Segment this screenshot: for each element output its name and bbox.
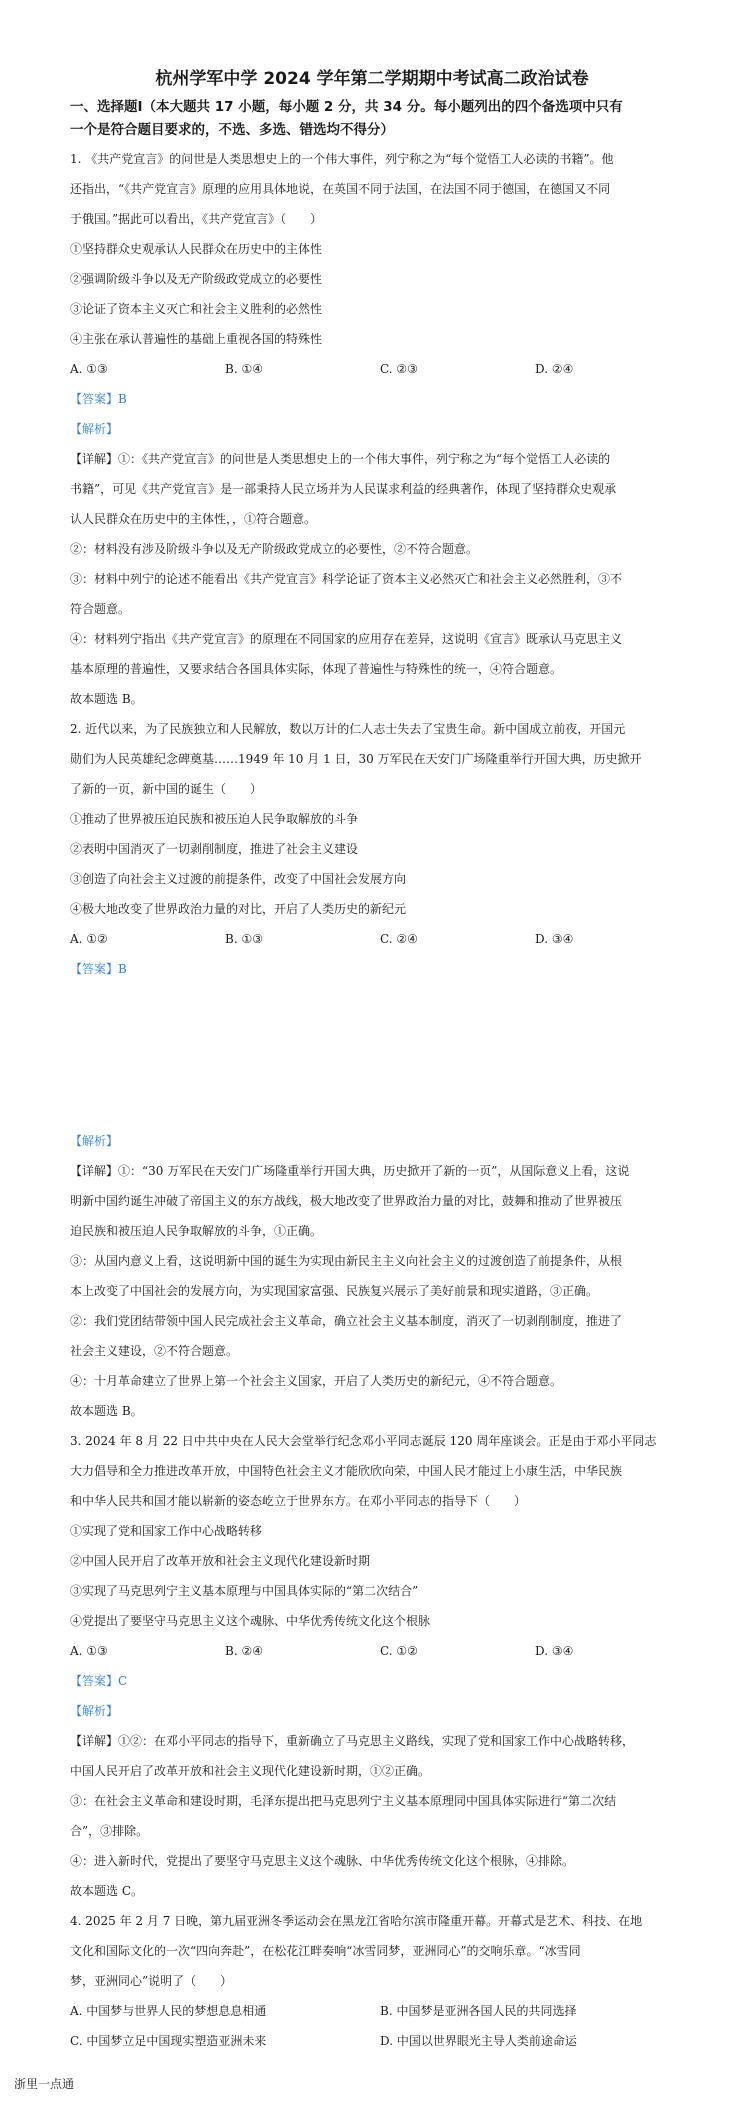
q3-analysis-label: 【解析】 bbox=[70, 1704, 119, 1718]
q3-conclusion: 故本题选 C。 bbox=[70, 1884, 143, 1898]
q4-options-row1 bbox=[70, 2000, 690, 2022]
q3-stem-line3: 和中华人民共和国才能以崭新的姿态屹立于世界东方。在邓小平同志的指导下（ ） bbox=[70, 1494, 527, 1508]
footer-watermark: 浙里一点通 bbox=[14, 2077, 75, 2091]
q4-option-c: C. 中国梦立足中国现实塑造亚洲未来 bbox=[70, 2034, 267, 2048]
q1-options bbox=[70, 358, 690, 380]
q2-detail-line8: ④：十月革命建立了世界上第一个社会主义国家，开启了人类历史的新纪元，④不符合题意。 bbox=[70, 1374, 563, 1388]
q1-detail-line6: 符合题意。 bbox=[70, 602, 131, 616]
q2-stem-line1: 2. 近代以来，为了民族独立和人民解放，数以万计的仁人志士失去了宝贵生命。新中国成立前夜，开国元 bbox=[70, 722, 626, 736]
q1-option-a: A. ①③ bbox=[70, 362, 108, 376]
page-title: 杭州学军中学 2024 学年第二学期期中考试高二政治试卷 bbox=[155, 69, 589, 89]
q2-detail-line1: 【详解】①：“30 万军民在天安门广场隆重举行开国大典，历史掀开了新的一页”，从国际意义上看，这说 bbox=[70, 1164, 630, 1178]
q1-detail-line4: ②：材料没有涉及阶级斗争以及无产阶级政党成立的必要性，②不符合题意。 bbox=[70, 542, 479, 556]
q2-detail-line7: 社会主义建设，②不符合题意。 bbox=[70, 1344, 239, 1358]
q2-option-d: D. ③④ bbox=[535, 932, 574, 946]
q1-option-d: D. ②④ bbox=[535, 362, 574, 376]
section-heading-line2: 一个是符合题目要求的，不选、多选、错选均不得分） bbox=[70, 122, 394, 138]
q3-stem-line1: 3. 2024 年 8 月 22 日中共中央在人民大会堂举行纪念邓小平同志诞辰 120 周年座谈会。正是由于邓小平同志 bbox=[70, 1434, 657, 1448]
q2-option-c: C. ②④ bbox=[380, 932, 418, 946]
q2-item-1: ①推动了世界被压迫民族和被压迫人民争取解放的斗争 bbox=[70, 812, 359, 826]
q2-option-b: B. ①③ bbox=[225, 932, 263, 946]
q2-detail-line4: ③：从国内意义上看，这说明新中国的诞生为实现由新民主主义向社会主义的过渡创造了前提条件，从根 bbox=[70, 1254, 623, 1268]
q1-stem-line1: 1. 《共产党宣言》的问世是人类思想史上的一个伟大事件，列宁称之为“每个觉悟工人必读的书籍”。他 bbox=[70, 152, 614, 166]
q1-option-c: C. ②③ bbox=[380, 362, 418, 376]
q3-item-1: ①实现了党和国家工作中心战略转移 bbox=[70, 1524, 263, 1538]
q3-item-4: ④党提出了要坚守马克思主义这个魂脉、中华优秀传统文化这个根脉 bbox=[70, 1614, 431, 1628]
q1-item-2: ②强调阶级斗争以及无产阶级政党成立的必要性 bbox=[70, 272, 323, 286]
q3-detail-line4: 合”，③排除。 bbox=[70, 1824, 149, 1838]
q2-detail-line3: 迫民族和被压迫人民争取解放的斗争，①正确。 bbox=[70, 1224, 323, 1238]
q4-option-a: A. 中国梦与世界人民的梦想息息相通 bbox=[70, 2004, 267, 2018]
q1-detail-line5: ③：材料中列宁的论述不能看出《共产党宣言》科学论证了资本主义必然灭亡和社会主义必然胜利，③不 bbox=[70, 572, 623, 586]
q2-item-2: ②表明中国消灭了一切剥削制度，推进了社会主义建设 bbox=[70, 842, 359, 856]
q2-analysis-label: 【解析】 bbox=[70, 1134, 119, 1148]
q1-item-3: ③论证了资本主义灭亡和社会主义胜利的必然性 bbox=[70, 302, 323, 316]
q3-option-b: B. ②④ bbox=[225, 1644, 263, 1658]
q2-conclusion: 故本题选 B。 bbox=[70, 1404, 143, 1418]
q3-detail-line1: 【详解】①②：在邓小平同志的指导下，重新确立了马克思主义路线，实现了党和国家工作中心战略转移， bbox=[70, 1734, 635, 1748]
q4-option-b: B. 中国梦是亚洲各国人民的共同选择 bbox=[380, 2004, 577, 2018]
q4-stem-line3: 梦，亚洲同心”说明了（ ） bbox=[70, 1974, 233, 1988]
q2-answer: 【答案】B bbox=[70, 962, 127, 976]
q1-detail-line3: 认人民群众在历史中的主体性，，①符合题意。 bbox=[70, 512, 317, 526]
q1-stem-line2: 还指出，“《共产党宣言》原理的应用具体地说，在英国不同于法国，在法国不同于德国，在德国又不同 bbox=[70, 182, 611, 196]
q1-detail-line2: 书籍”，可见《共产党宣言》是一部秉持人民立场并为人民谋求利益的经典著作，体现了坚持群众史观承 bbox=[70, 482, 617, 496]
q2-detail-line5: 本上改变了中国社会的发展方向，为实现国家富强、民族复兴展示了美好前景和现实道路，③正确。 bbox=[70, 1284, 599, 1298]
q4-stem-line1: 4. 2025 年 2 月 7 日晚，第九届亚洲冬季运动会在黑龙江省哈尔滨市隆重开幕。开幕式是艺术、科技、在地 bbox=[70, 1914, 643, 1928]
q3-detail-line3: ③：在社会主义革命和建设时期，毛泽东提出把马克思列宁主义基本原理同中国具体实际进行“第二次结 bbox=[70, 1794, 617, 1808]
q1-conclusion: 故本题选 B。 bbox=[70, 692, 143, 706]
q2-stem-line3: 了新的一页，新中国的诞生（ ） bbox=[70, 782, 263, 796]
q2-options bbox=[70, 928, 690, 950]
q4-options-row2 bbox=[70, 2030, 690, 2052]
q2-detail-line6: ②：我们党团结带领中国人民完成社会主义革命，确立社会主义基本制度，消灭了一切剥削制度，推进了 bbox=[70, 1314, 623, 1328]
q3-answer: 【答案】C bbox=[70, 1674, 128, 1688]
q3-item-2: ②中国人民开启了改革开放和社会主义现代化建设新时期 bbox=[70, 1554, 371, 1568]
q1-item-4: ④主张在承认普遍性的基础上重视各国的特殊性 bbox=[70, 332, 323, 346]
q3-detail-line5: ④：进入新时代，党提出了要坚守马克思主义这个魂脉、中华优秀传统文化这个根脉，④排除。 bbox=[70, 1854, 575, 1868]
q3-option-d: D. ③④ bbox=[535, 1644, 574, 1658]
q1-stem-line3: 于俄国。”据此可以看出，《共产党宣言》（ ） bbox=[70, 212, 323, 226]
q2-item-3: ③创造了向社会主义过渡的前提条件，改变了中国社会发展方向 bbox=[70, 872, 407, 886]
q3-detail-line2: 中国人民开启了改革开放和社会主义现代化建设新时期，①②正确。 bbox=[70, 1764, 431, 1778]
section-heading-line1: 一、选择题Ⅰ（本大题共 17 小题，每小题 2 分，共 34 分。每小题列出的四个备选项中只有 bbox=[70, 99, 623, 115]
q2-stem-line2: 勋们为人民英雄纪念碑奠基……1949 年 10 月 1 日，30 万军民在天安门广场隆重举行开国大典，历史掀开 bbox=[70, 752, 642, 766]
q3-option-c: C. ①② bbox=[380, 1644, 418, 1658]
q4-option-d: D. 中国以世界眼光主导人类前途命运 bbox=[380, 2034, 577, 2048]
q1-detail-line8: 基本原理的普遍性，又要求结合各国具体实际，体现了普遍性与特殊性的统一，④符合题意。 bbox=[70, 662, 563, 676]
q1-option-b: B. ①④ bbox=[225, 362, 263, 376]
q1-analysis-label: 【解析】 bbox=[70, 422, 119, 436]
q1-item-1: ①坚持群众史观承认人民群众在历史中的主体性 bbox=[70, 242, 323, 256]
q1-detail-line1: 【详解】①：《共产党宣言》的问世是人类思想史上的一个伟大事件，列宁称之为“每个觉悟工人必读的 bbox=[70, 452, 611, 466]
q2-detail-line2: 明新中国约诞生冲破了帝国主义的东方战线，极大地改变了世界政治力量的对比，鼓舞和推动了世界被压 bbox=[70, 1194, 623, 1208]
q1-answer: 【答案】B bbox=[70, 392, 127, 406]
q4-stem-line2: 文化和国际文化的一次“四向奔赴”，在松花江畔奏响“冰雪同梦，亚洲同心”的交响乐章。“冰雪同 bbox=[70, 1944, 581, 1958]
q3-option-a: A. ①③ bbox=[70, 1644, 108, 1658]
q2-option-a: A. ①② bbox=[70, 932, 108, 946]
q2-item-4: ④极大地改变了世界政治力量的对比，开启了人类历史的新纪元 bbox=[70, 902, 407, 916]
q3-stem-line2: 大力倡导和全力推进改革开放，中国特色社会主义才能欣欣向荣，中国人民才能过上小康生活，中华民族 bbox=[70, 1464, 623, 1478]
q1-detail-line7: ④：材料列宁指出《共产党宣言》的原理在不同国家的应用存在差异，这说明《宣言》既承认马克思主义 bbox=[70, 632, 623, 646]
q3-item-3: ③实现了马克思列宁主义基本原理与中国具体实际的“第二次结合” bbox=[70, 1584, 419, 1598]
q3-options bbox=[70, 1640, 690, 1662]
